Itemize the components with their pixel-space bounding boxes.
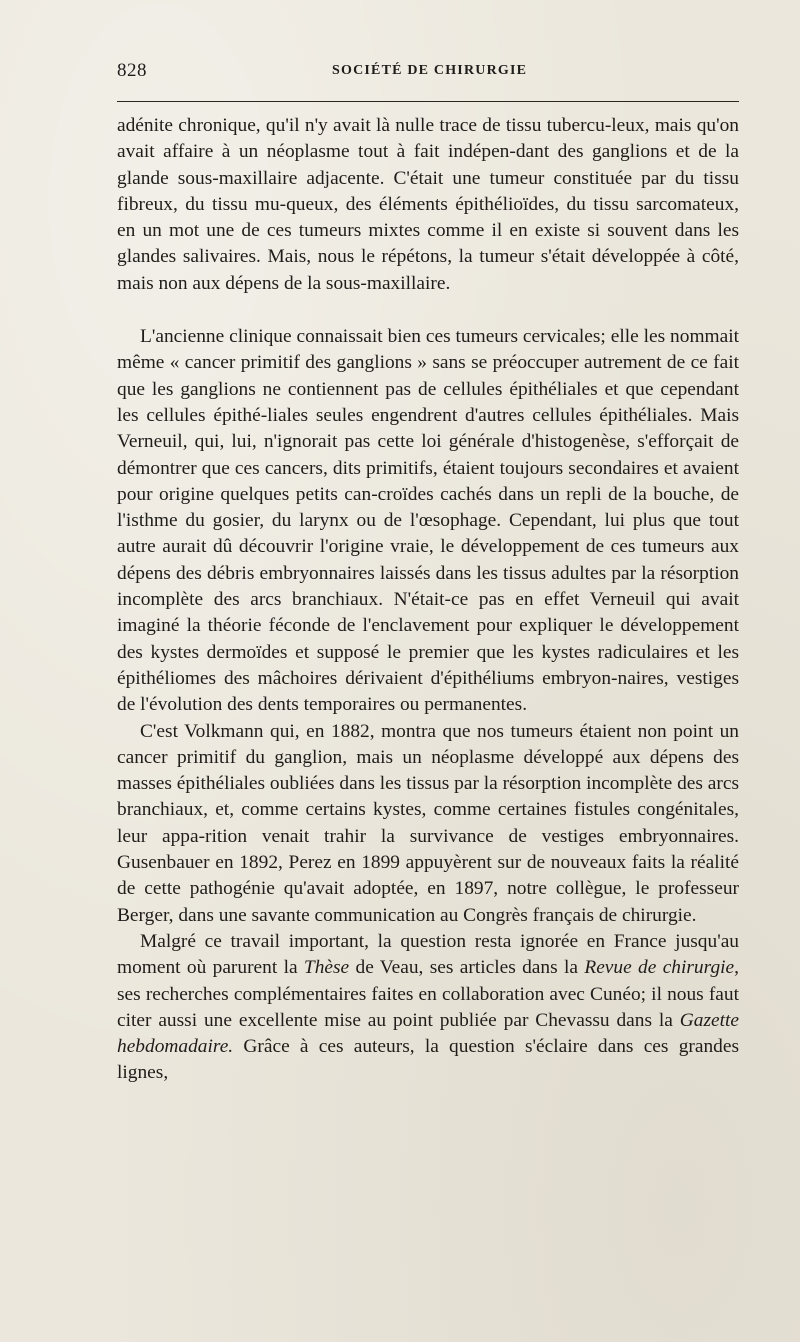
paragraph-4-text-a: Malgré ce travail important, la question resta ignorée en France jusqu'au moment où parurent la xyxy=(117,930,739,979)
body-text xyxy=(117,113,739,1087)
paragraph-4-text-c: , ses recherches complémentaires faites en collaboration avec Cunéo; il nous faut citer aussi une excellente mise au point publiée par Chevassu dans la xyxy=(117,957,739,1031)
thesis-title: Thèse xyxy=(303,957,350,979)
page-number: 828 xyxy=(117,60,147,81)
paragraph-4 xyxy=(117,929,739,1087)
paragraph-3: C'est Volkmann qui, en 1882, montra que nos tumeurs étaient non point un cancer primitif du ganglion, mais un néoplasme développé aux dépens des masses épithéliales oubliées dans les tissus par la résorption incomplète des arcs branchiaux, et, comme certains kystes, comme certaines fistules congénitales, leur appa-rition venait trahir la survivance de vestiges embryonnaires. Gusenbauer en 1892, Perez en 1899 appuyèrent sur de nouveaux faits la réalité de cette pathogénie qu'avait adoptée, en 1897, notre collègue, le professeur Berger, dans une savante communication au Congrès français de chirurgie. xyxy=(117,720,739,926)
revue-title: Revue de chirurgie xyxy=(584,957,735,979)
page-header xyxy=(117,60,739,90)
paragraph-1: adénite chronique, qu'il n'y avait là nulle trace de tissu tubercu-leux, mais qu'on avait affaire à un néoplasme tout à fait indépen-dant des ganglions et de la glande sous-maxillaire adjacente. C'était une tumeur constituée par du tissu fibreux, du tissu mu-queux, des éléments épithélioïdes, du tissu sarcomateux, en un mot une de ces tumeurs mixtes comme il en existe si souvent dans les glandes salivaires. Mais, nous le répétons, la tumeur s'était développée à côté, mais non aux dépens de la sous-maxillaire. xyxy=(117,115,739,294)
header-rule xyxy=(117,101,739,102)
running-title: SOCIÉTÉ DE CHIRURGIE xyxy=(332,63,528,78)
paragraph-4-text-d: Grâce à ces auteurs, la question s'éclaire dans ces grandes lignes, xyxy=(117,1036,739,1084)
gazette-title: Gazette hebdomadaire. xyxy=(117,1009,739,1058)
paragraph-2: L'ancienne clinique connaissait bien ces tumeurs cervicales; elle les nommait même « cancer primitif des ganglions » sans se préoccuper autrement de ce fait que les ganglions ne contiennent pas de cellules épithéliales et que cependant les cellules épithé-liales seules engendrent d'autres cellules épithéliales. Mais Verneuil, qui, lui, n'ignorait pas cette loi générale d'histogenèse, s'efforçait de démontrer que ces cancers, dits primitifs, étaient toujours secondaires et avaient pour origine quelques petits can-croïdes cachés dans un repli de la bouche, de l'isthme du gosier, du larynx ou de l'œsophage. Cependant, lui plus que tout autre aurait dû découvrir l'origine vraie, le développement de ces tumeurs aux dépens des débris embryonnaires laissés dans les tissus adultes par la résorption incomplète des arcs branchiaux. N'était-ce pas en effet Verneuil qui avait imaginé la théorie féconde de l'enclavement pour expliquer le développement des kystes dermoïdes et supposé le premier que les kystes radiculaires et les épithéliomes des mâchoires dérivaient d'épithéliums embryon-naires, vestiges de l'évolution des dents temporaires ou permanentes. xyxy=(117,326,739,716)
paragraph-4-text-b: de Veau, ses articles dans la xyxy=(349,957,585,979)
